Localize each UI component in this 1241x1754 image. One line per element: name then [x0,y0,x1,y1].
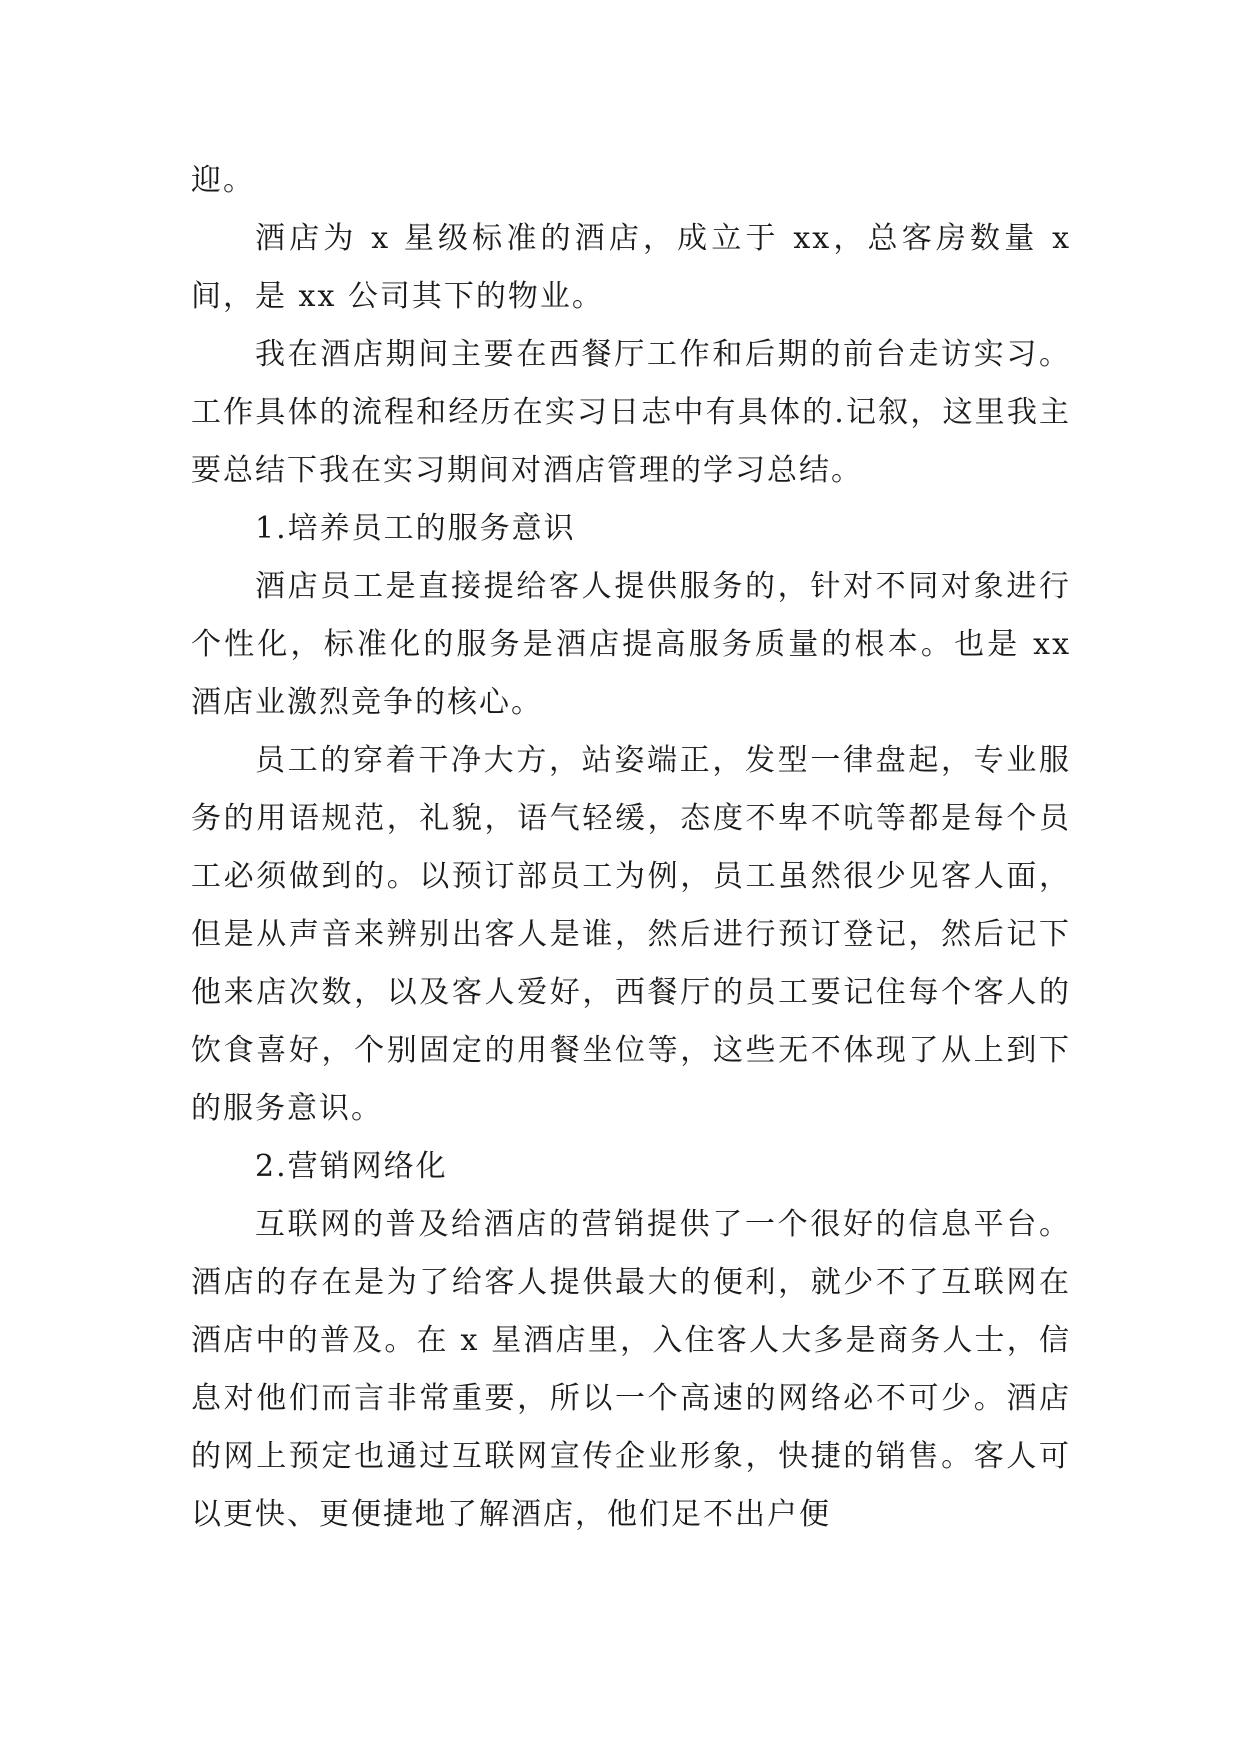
paragraph-5: 员工的穿着干净大方，站姿端正，发型一律盘起，专业服务的用语规范，礼貌，语气轻缓，态度不卑不吭等都是每个员工必须做到的。以预订部员工为例，员工虽然很少见客人面，但是从声音来辨别出客人是谁，然后进行预订登记，然后记下他来店次数，以及客人爱好，西餐厅的员工要记住每个客人的饮食喜好，个别固定的用餐坐位等，这些无不体现了从上到下的服务意识。 [191,743,1071,1126]
section-heading-1: 1.培养员工的服务意识 [255,511,576,546]
paragraph-2: 酒店为 x 星级标准的酒店，成立于 xx，总客房数量 x 间，是 xx 公司其下的物业。 [191,221,1071,314]
paragraph-3: 我在酒店期间主要在西餐厅工作和后期的前台走访实习。工作具体的流程和经历在实习日志中有具体的.记叙，这里我主要总结下我在实习期间对酒店管理的学习总结。 [191,337,1071,488]
paragraph-4: 酒店员工是直接提给客人提供服务的，针对不同对象进行个性化，标准化的服务是酒店提高服务质量的根本。也是 xx 酒店业激烈竞争的核心。 [191,569,1071,720]
document-body [191,152,1071,1544]
paragraph-1: 迎。 [191,163,255,198]
section-heading-2: 2.营销网络化 [255,1149,448,1184]
paragraph-6: 互联网的普及给酒店的营销提供了一个很好的信息平台。酒店的存在是为了给客人提供最大的便利，就少不了互联网在酒店中的普及。在 x 星酒店里，入住客人大多是商务人士，信息对他们而言非常重要，所以一个高速的网络必不可少。酒店的网上预定也通过互联网宣传企业形象，快捷的销售。客人可以更快、更便捷地了解酒店，他们足不出户便 [191,1207,1071,1532]
